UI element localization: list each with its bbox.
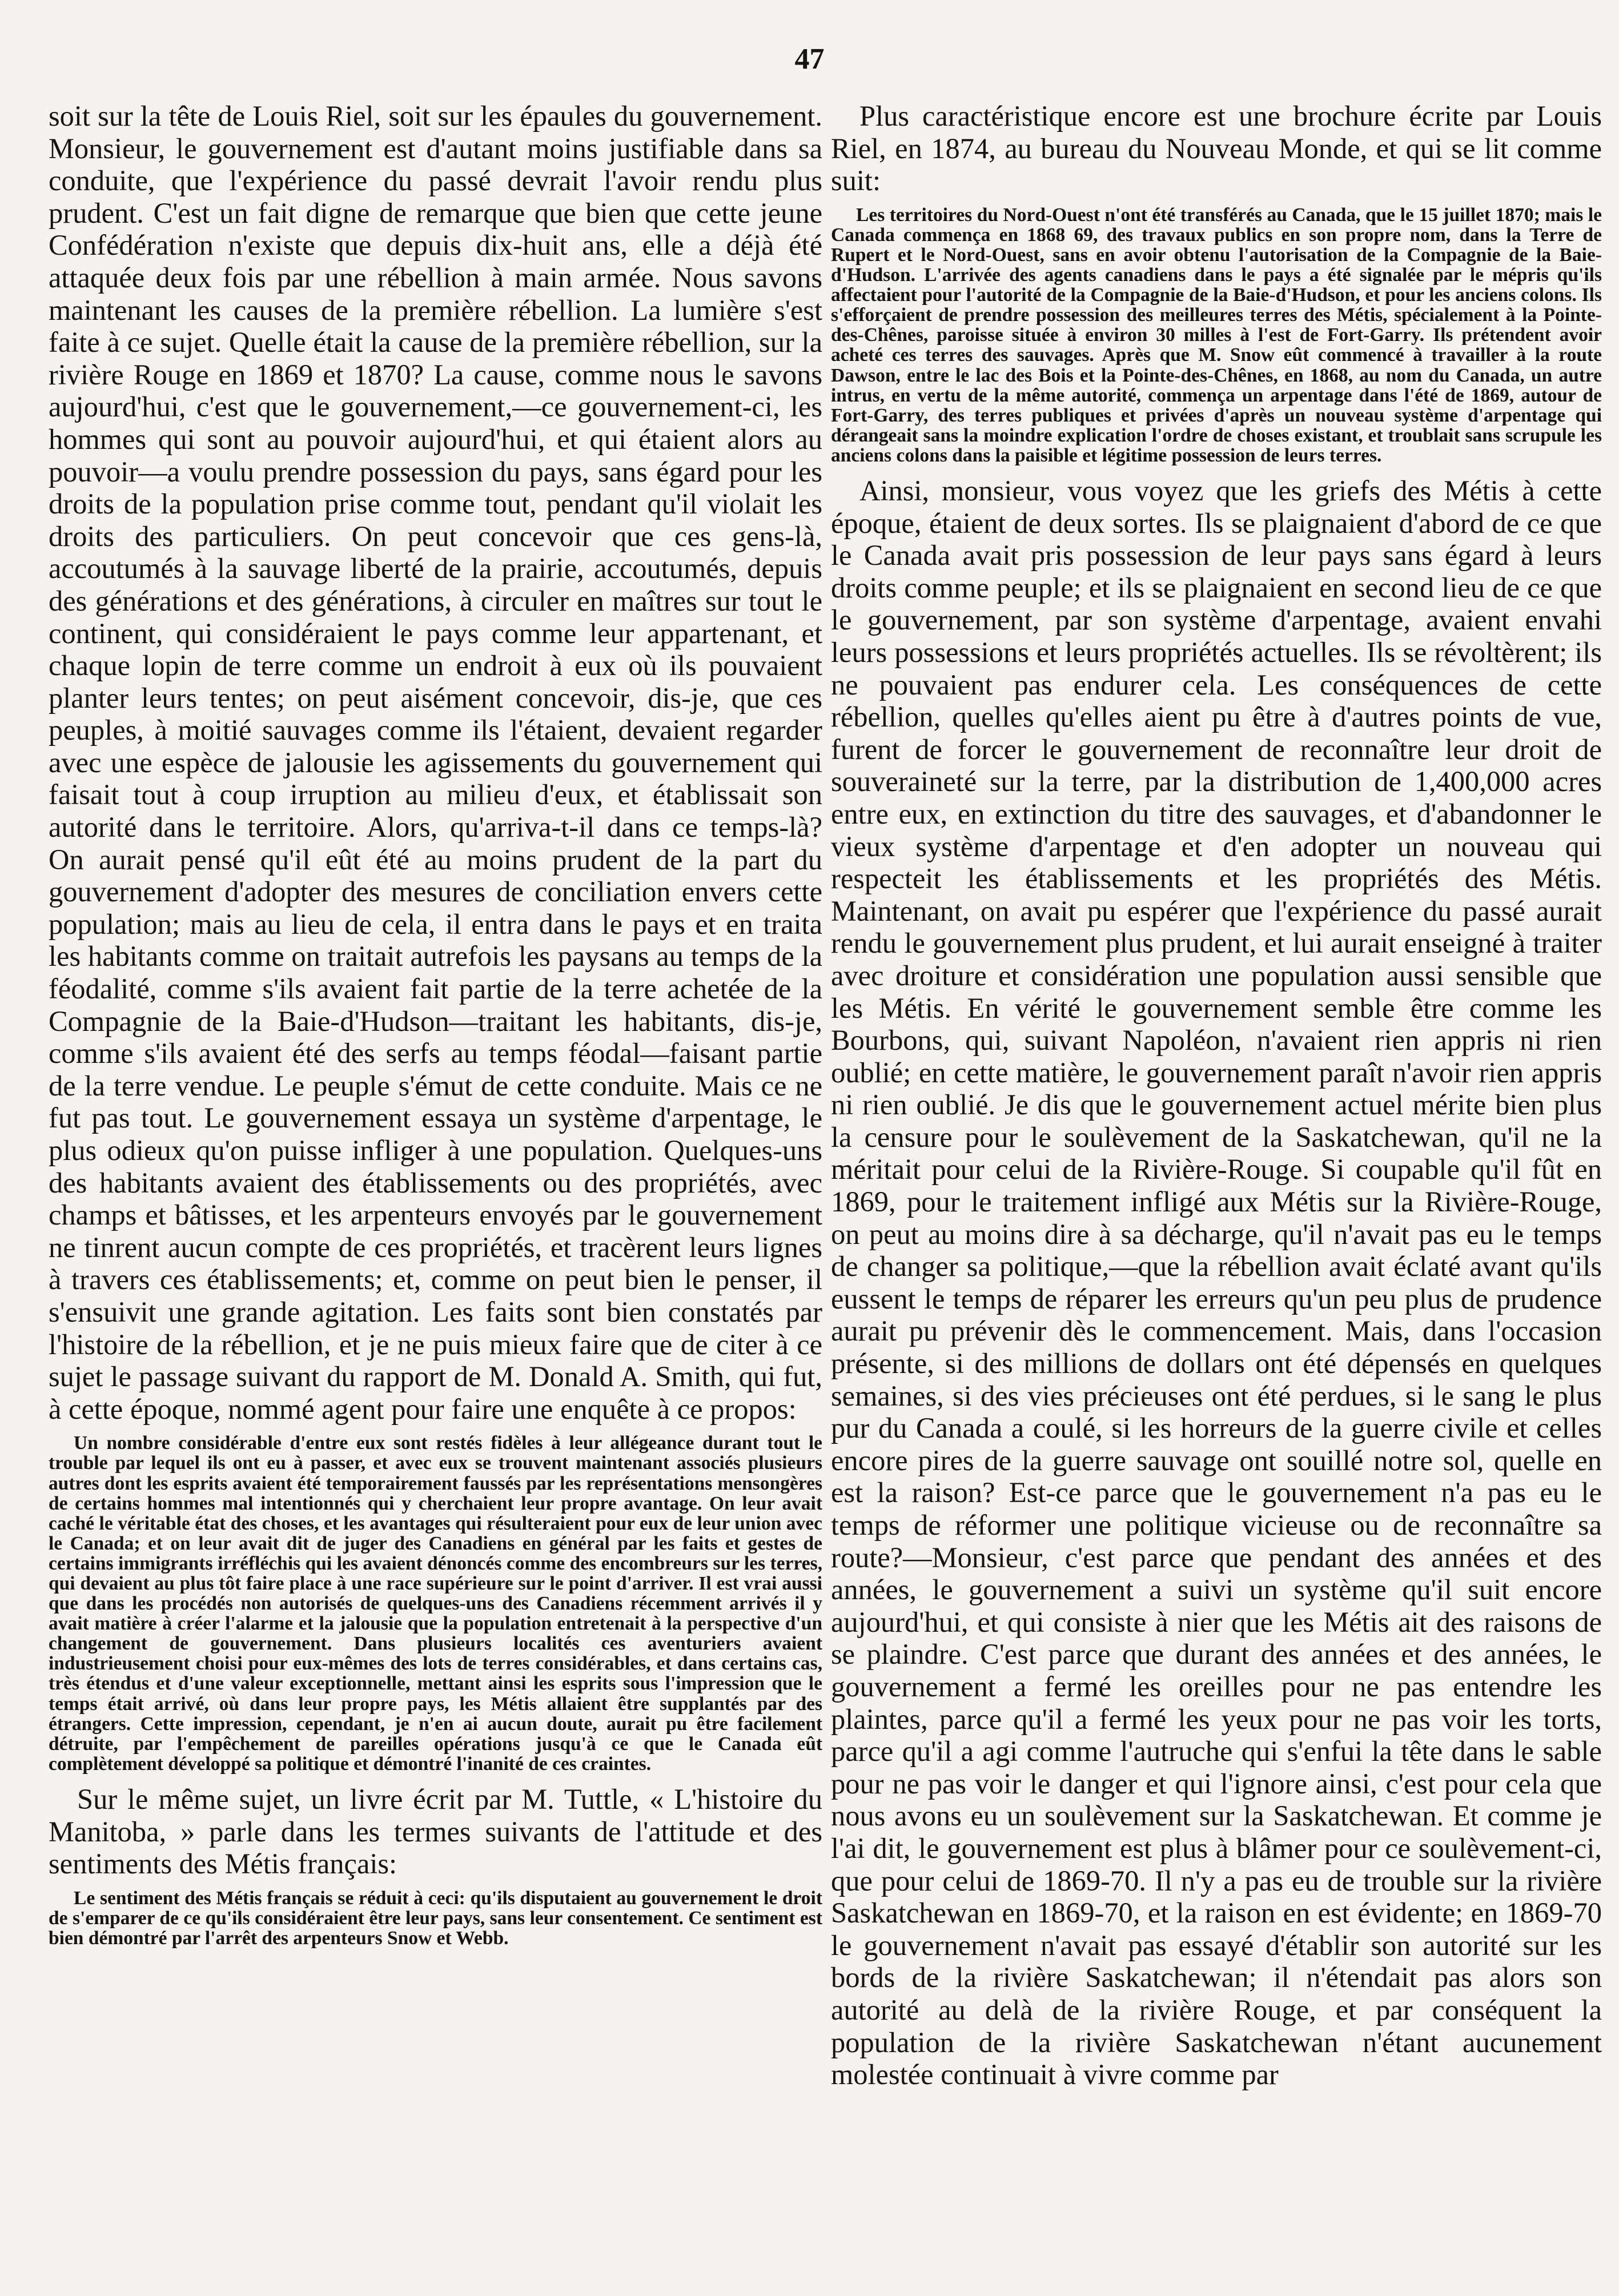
right-column: [831, 100, 1602, 2091]
left-quote-tuttle: Le sentiment des Métis français se réduit à ceci: qu'ils disputaient au gouvernement le droit de s'emparer de ce qu'ils considéraient être leur pays, sans leur consentement. Ce sentiment est bien démontré par l'arrêt des arpenteurs Snow et Webb.: [49, 1887, 822, 1949]
left-paragraph-2: Sur le même sujet, un livre écrit par M. Tuttle, « L'histoire du Manitoba, » parle dans les termes suivants de l'attitude et des sentiments des Métis français:: [49, 1783, 822, 1880]
right-quote-riel-brochure: Les territoires du Nord-Ouest n'ont été transférés au Canada, que le 15 juillet 1870; mais le Canada commença en 1868 69, des travaux publics en son propre nom, dans la Terre de Rupert et le Nord-Ouest, sans en avoir obtenu l'autorisation de la Compagnie de la Baie-d'Hudson. L'arrivée des agents canadiens dans le pays a été signalée par le mépris qu'ils affectaient pour l'autorité de la Compagnie de la Baie-d'Hudson, et pour les anciens colons. Ils s'efforçaient de prendre possession des meilleures terres des Métis, spécialement à la Pointe-des-Chênes, paroisse située à environ 30 milles à l'est de Fort-Garry. Ils prétendent avoir acheté ces terres des sauvages. Après que M. Snow eût commencé à travailler à la route Dawson, entre le lac des Bois et la Pointe-des-Chênes, en 1868, au nom du Canada, un autre intrus, en vertu de la même autorité, commença un arpentage dans l'été de 1869, autour de Fort-Garry, des terres publiques et privées d'après un nouveau système d'arpentage qui dérangeait sans la moindre explication l'ordre de choses existant, et troublait sans scrupule les anciens colons dans la paisible et légitime possession de leurs terres.: [831, 204, 1602, 466]
left-column: [49, 100, 822, 1957]
left-quote-smith-report: Un nombre considérable d'entre eux sont restés fidèles à leur allégeance durant tout le trouble par lequel ils ont eu à passer, et avec eux se trouvent maintenant associés plusieurs autres dont les esprits avaient été temporairement faussés par les représentations mensongères de certains hommes mal intentionnés qui y cherchaient leur propre avantage. On leur avait caché le véritable état des choses, et les avantages qui résulteraient pour eux de leur union avec le Canada; et on leur avait dit de juger des Canadiens en général par les faits et gestes de certains immigrants irréfléchis qui les avaient dénoncés comme des encombreurs sur les terres, qui devaient au plus tôt faire place à une race supérieure sur le point d'arriver. Il est vrai aussi que dans les procédés non autorisés de quelques-uns des Canadiens récemment arrivés il y avait matière à créer l'alarme et la jalousie que la population entretenait à la perspective d'un changement de gouvernement. Dans plusieurs localités ces aventuriers avaient industrieusement choisi pour eux-mêmes des lots de terres considérables, et dans certains cas, très étendus et d'une valeur exceptionnelle, mettant ainsi les esprits sous l'impression que le temps était arrivé, où dans leur propre pays, les Métis allaient être supplantés par des étrangers. Cette impression, cependant, je n'en ai aucun doute, aurait pu être facilement détruite, par l'empêchement de pareilles opérations jusqu'à ce que le Canada eût complètement développé sa politique et démontré l'inanité de ces craintes.: [49, 1432, 822, 1775]
right-paragraph-2: Ainsi, monsieur, vous voyez que les griefs des Métis à cette époque, étaient de deux sortes. Ils se plaignaient d'abord de ce que le Canada avait pris possession de leur pays sans égard à leurs droits comme peuple; et ils se plaignaient en second lieu de ce que le gouvernement, par son système d'arpentage, avaient envahi leurs possessions et leurs propriétés actuelles. Ils se révoltèrent; ils ne pouvaient pas endurer cela. Les conséquences de cette rébellion, quelles qu'elles aient pu être à d'autres points de vue, furent de forcer le gouvernement de reconnaître leur droit de souveraineté sur la terre, par la distribution de 1,400,000 acres entre eux, en extinction du titre des sauvages, et d'abandonner le vieux système d'arpentage et d'en adopter un nouveau qui respecteit les établissements et les propriétés des Métis. Maintenant, on avait pu espérer que l'expérience du passé aurait rendu le gouvernement plus prudent, et lui aurait enseigné à traiter avec droiture et considération une population aussi sensible que les Métis. En vérité le gouvernement semble être comme les Bourbons, qui, suivant Napoléon, n'avaient rien appris ni rien oublié; en cette matière, le gouvernement paraît n'avoir rien appris ni rien oublié. Je dis que le gouvernement actuel mérite bien plus la censure pour le soulèvement de la Saskatchewan, qu'il ne la méritait pour celui de la Rivière-Rouge. Si coupable qu'il fût en 1869, pour le traitement infligé aux Métis sur la Rivière-Rouge, on peut au moins dire à sa décharge, qu'il n'avait pas eu le temps de changer sa politique,—que la rébellion avait éclaté avant qu'ils eussent le temps de réparer les erreurs qu'un peu plus de prudence aurait pu prévenir dès le commencement. Mais, dans l'occasion présente, si des millions de dollars ont été dépensés en quelques semaines, si des vies précieuses ont été perdues, si le sang le plus pur du Canada a coulé, si les horreurs de la guerre civile et celles encore pires de la guerre sauvage ont souillé notre sol, quelle en est la raison? Est-ce parce que le gouvernement n'a pas eu le temps de réformer une politique vicieuse ou de reconnaître sa route?—Monsieur, c'est parce que pendant des années et des années, le gouvernement a suivi un système qu'il suit encore aujourd'hui, et qui consiste à nier que les Métis ait des raisons de se plaindre. C'est parce que durant des années et des années, le gouvernement a fermé les oreilles pour ne pas entendre les plaintes, parce qu'il a fermé les yeux pour ne pas voir les torts, parce qu'il a agi comme l'autruche qui s'enfui la tête dans le sable pour ne pas voir le danger et qui l'ignore ainsi, c'est pour cela que nous avons eu un soulèvement sur la Saskatchewan. Et comme je l'ai dit, le gouvernement est plus à blâmer pour ce soulèvement-ci, que pour celui de 1869-70. Il n'y a pas eu de trouble sur la rivière Saskatchewan en 1869-70, et la raison en est évidente; en 1869-70 le gouvernement n'avait pas essayé d'établir son autorité sur les bords de la rivière Saskatchewan; il n'étendait pas alors son autorité au delà de la rivière Rouge, et par conséquent la population de la rivière Saskatchewan n'étant aucunement molestée continuait à vivre comme par: [831, 475, 1602, 2091]
page-number: 47: [794, 43, 825, 75]
left-paragraph-1: soit sur la tête de Louis Riel, soit sur les épaules du gouvernement. Monsieur, le gouvernement est d'autant moins justifiable dans sa conduite, que l'expérience du passé devrait l'avoir rendu plus prudent. C'est un fait digne de remarque que bien que cette jeune Confédération n'existe que depuis dix-huit ans, elle a déjà été attaquée deux fois par une rébellion à main armée. Nous savons maintenant les causes de la première rébellion. La lumière s'est faite à ce sujet. Quelle était la cause de la première rébellion, sur la rivière Rouge en 1869 et 1870? La cause, comme nous le savons aujourd'hui, c'est que le gouvernement,—ce gouvernement-ci, les hommes qui sont au pouvoir aujourd'hui, et qui étaient alors au pouvoir—a voulu prendre possession du pays, sans égard pour les droits de la population prise comme tout, pendant qu'il violait les droits des particuliers. On peut concevoir que ces gens-là, accoutumés à la sauvage liberté de la prairie, accoutumés, depuis des générations et des générations, à circuler en maîtres sur tout le continent, qui considéraient le pays comme leur appartenant, et chaque lopin de terre comme un endroit à eux où ils pouvaient planter leurs tentes; on peut aisément concevoir, dis-je, que ces peuples, à moitié sauvages comme ils l'étaient, devaient regarder avec une espèce de jalousie les agissements du gouvernement qui faisait tout à coup irruption au milieu d'eux, et établissait son autorité dans le territoire. Alors, qu'arriva-t-il dans ce temps-là? On aurait pensé qu'il eût été au moins prudent de la part du gouvernement d'adopter des mesures de conciliation envers cette population; mais au lieu de cela, il entra dans le pays et en traita les habitants comme on traitait autrefois les paysans au temps de la féodalité, comme s'ils avaient fait partie de la terre achetée de la Compagnie de la Baie-d'Hudson—traitant les habitants, dis-je, comme s'ils avaient été des serfs au temps féodal—faisant partie de la terre vendue. Le peuple s'émut de cette conduite. Mais ce ne fut pas tout. Le gouvernement essaya un système d'arpentage, le plus odieux qu'on puisse infliger à une population. Quelques-uns des habitants avaient des établissements ou des propriétés, avec champs et bâtisses, et les arpenteurs envoyés par le gouvernement ne tinrent aucun compte de ces propriétés, et tracèrent leurs lignes à travers ces établissements; et, comme on peut bien le penser, il s'ensuivit une grande agitation. Les faits sont bien constatés par l'histoire de la rébellion, et je ne puis mieux faire que de citer à ce sujet le passage suivant du rapport de M. Donald A. Smith, qui fut, à cette époque, nommé agent pour faire une enquête à ce propos:: [49, 100, 822, 1425]
right-paragraph-1: Plus caractéristique encore est une brochure écrite par Louis Riel, en 1874, au bureau du Nouveau Monde, et qui se lit comme suit:: [831, 100, 1602, 197]
